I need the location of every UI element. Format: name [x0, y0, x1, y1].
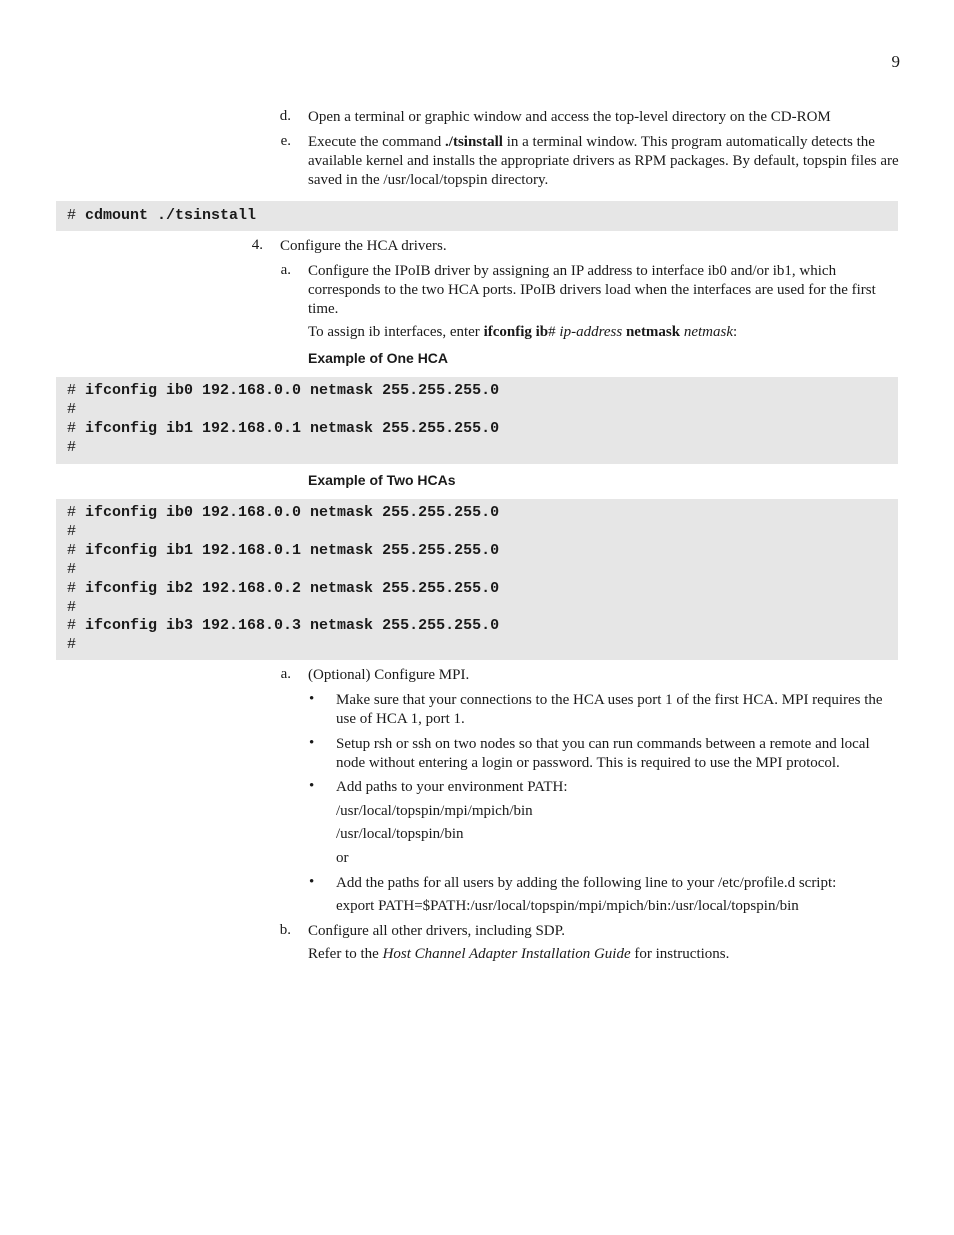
code-prompt: #	[67, 401, 77, 418]
page-number: 9	[891, 52, 900, 71]
code-prompt: #	[67, 636, 77, 653]
code-line	[67, 522, 76, 541]
list-marker-4a: a.	[280, 262, 291, 278]
assign-instruction	[308, 323, 900, 342]
step-e-post: in a terminal window. This program automatically detects the available kernel and installs the appropriate drivers as RPM packages. By default, topspin files are saved in the /usr/local/topspin directory.	[308, 134, 899, 188]
list-marker-4: 4.	[251, 237, 263, 253]
bullet-marker: •	[309, 691, 315, 707]
path-topspin-bin: /usr/local/topspin/bin	[336, 826, 464, 842]
bullet-marker: •	[309, 735, 315, 751]
path-mpich-bin: /usr/local/topspin/mpi/mpich/bin	[336, 803, 533, 819]
assign-pre: To assign ib interfaces, enter	[308, 324, 484, 340]
code-prompt: #	[67, 542, 86, 559]
code-command: ifconfig ib1 192.168.0.1 netmask 255.255.255.0	[85, 420, 500, 437]
code-prompt: #	[67, 561, 77, 578]
assign-netmask-value: netmask	[683, 324, 734, 340]
code-line	[67, 419, 499, 438]
code-prompt: #	[67, 617, 86, 634]
code-prompt: #	[67, 504, 86, 521]
or-text: or	[336, 850, 349, 866]
code-command: ifconfig ib0 192.168.0.0 netmask 255.255.255.0	[85, 382, 500, 399]
export-line: export PATH=$PATH:/usr/local/topspin/mpi/mpich/bin:/usr/local/topspin/bin	[336, 898, 799, 914]
mpi-bullet-3: Add paths to your environment PATH:	[336, 779, 568, 795]
refer-text	[308, 945, 900, 964]
code-block-install	[56, 201, 898, 231]
code-prompt: #	[67, 523, 77, 540]
mpi-bullet-4: Add the paths for all users by adding the following line to your /etc/profile.d script:	[336, 875, 837, 891]
assign-ip: ip-address	[559, 324, 623, 340]
code-prompt: #	[67, 599, 77, 616]
code-block-one-hca	[56, 377, 898, 464]
step-e-pre: Execute the command	[308, 134, 446, 150]
code-line	[67, 381, 499, 400]
step-b-text: Configure all other drivers, including SDP.	[308, 923, 566, 939]
code-line	[67, 616, 499, 635]
mpi-bullet-1: Make sure that your connections to the HCA uses port 1 of the first HCA. MPI requires the use of HCA 1, port 1.	[336, 692, 883, 727]
bullet-marker: •	[309, 874, 315, 890]
code-line	[67, 560, 76, 579]
code-line	[67, 635, 76, 654]
code-command: ifconfig ib0 192.168.0.0 netmask 255.255.255.0	[85, 504, 500, 521]
list-marker-e: e.	[280, 133, 291, 149]
list-marker-b: b.	[279, 922, 291, 938]
code-prompt: #	[67, 580, 86, 597]
step-d-text: Open a terminal or graphic window and access the top-level directory on the CD-ROM	[308, 109, 831, 125]
code-prompt: #	[67, 382, 86, 399]
mpi-bullet-2: Setup rsh or ssh on two nodes so that you can run commands between a remote and local node without entering a login or password. This is required to use the MPI protocol.	[336, 736, 870, 771]
list-marker-mpi: a.	[280, 666, 291, 682]
code-prompt: #	[67, 207, 86, 224]
caption-one-hca: Example of One HCA	[308, 350, 449, 366]
step-e-text	[308, 133, 900, 190]
code-line	[67, 541, 499, 560]
step-e-command: ./tsinstall	[445, 134, 503, 150]
step-4-text: Configure the HCA drivers.	[280, 238, 447, 254]
assign-netmask-keyword: netmask	[622, 324, 684, 340]
code-command: ifconfig ib2 192.168.0.2 netmask 255.255.255.0	[85, 580, 500, 597]
code-line	[67, 206, 256, 225]
refer-pre: Refer to the	[308, 946, 383, 962]
code-prompt: #	[67, 420, 86, 437]
code-line	[67, 579, 499, 598]
mpi-step-text: (Optional) Configure MPI.	[308, 667, 470, 683]
code-command: ifconfig ib3 192.168.0.3 netmask 255.255.255.0	[85, 617, 500, 634]
code-line	[67, 503, 499, 522]
bullet-marker: •	[309, 778, 315, 794]
guide-title: Host Channel Adapter Installation Guide	[382, 946, 631, 962]
assign-command: ifconfig ib	[483, 324, 549, 340]
assign-colon: :	[733, 324, 738, 340]
code-line	[67, 438, 76, 457]
code-line	[67, 400, 76, 419]
caption-two-hcas: Example of Two HCAs	[308, 472, 456, 488]
code-block-two-hcas	[56, 499, 898, 660]
code-line	[67, 598, 76, 617]
assign-hash: #	[548, 324, 560, 340]
refer-post: for instructions.	[630, 946, 730, 962]
code-command: ifconfig ib1 192.168.0.1 netmask 255.255.255.0	[85, 542, 500, 559]
list-marker-d: d.	[279, 108, 291, 124]
code-prompt: #	[67, 439, 77, 456]
step-4a-text: Configure the IPoIB driver by assigning an IP address to interface ib0 and/or ib1, which corresponds to the two HCA ports. IPoIB drivers load when the interfaces are used for the first time.	[308, 263, 876, 317]
code-command: cdmount ./tsinstall	[85, 207, 257, 224]
